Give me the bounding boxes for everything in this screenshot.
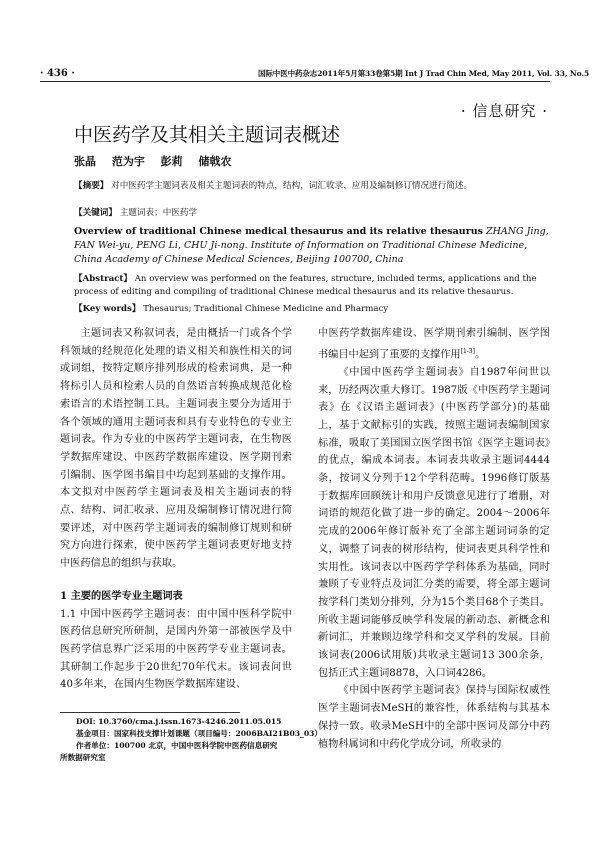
body-column-right xyxy=(318,325,550,753)
header-rule xyxy=(40,81,550,82)
article-title: 中医药学及其相关主题词表概述 xyxy=(74,124,341,146)
abstract-en-text: An overview was performed on the features, structure, included terms, applications and the process of editing and compiling of traditional Chinese medical thesaurus and its relative thesaurus. xyxy=(74,274,537,297)
footnote-rule xyxy=(60,712,240,713)
keywords-cn-text: 主题词表；中医药学 xyxy=(119,208,198,218)
english-title: Overview of traditional Chinese medical thesaurus and its relative thesaurus xyxy=(74,226,483,237)
abstract-cn-text: 对中医药学主题词表及相关主题词表的特点，结构，词汇收录、应用及编制修订情况进行简述。 xyxy=(111,181,473,191)
abstract-en-label: 【Abstract】 xyxy=(74,274,132,284)
continued-text: 中医药学数据库建设、医学期刊索引编制、医学图书编目中起到了重要的支撑作用 xyxy=(318,328,550,361)
footnote-affiliation-cont: 所数据研究室 xyxy=(60,753,106,762)
subsection-paragraph: 1.1 中国中医药学主题词表：由中国中医科学院中医药信息研究所研制，是国内外第一部被医学及中医药学信息界广泛采用的中医药学专业主题词表。其研制工作起步于20世纪70年代末。该词表问世40多年来，在国内生物医学数据库建设、 xyxy=(60,608,292,691)
authors: 张晶 范为宇 彭莉 储戟农 xyxy=(74,155,232,168)
body-column-left xyxy=(60,325,292,694)
citation: [1-3] xyxy=(460,347,475,355)
intro-paragraph: 主题词表又称叙词表，是由概括一门或各个学科领域的经规范化处理的语义相关和族性相关的词或词组，按特定顺序排列形成的检索词典，是一种将标引人员和检索人员的自然语言转换成规范化检索语言的术语控制工具。主题词表主要分为适用于各个领域的通用主题词表和具有专业特色的专业主题词表。作为专业的中医药学主题词表，在生物医学数据库建设、中医药学数据库建设、医学期刊索引编制、医学图书编目中均起到基础的支撑作用。本文拟对中医药学主题词表及相关主题词表的特点、结构、词汇收录、应用及编制修订情况进行简要评述，对中医药学主题词表的编制修订规则和研究方向进行探索，使中医药学主题词表更好地支持中医药信息的组织与获取。 xyxy=(60,328,292,570)
abstract-en xyxy=(74,273,544,299)
compat-paragraph: 《中国中医药学主题词表》保持与国际权威性医学主题词表MeSH的兼容性，体系结构与其基本保持一致。收录MeSH中的全部中医词及部分中药植物科属词和中药化学成分词，所收录的 xyxy=(318,685,550,750)
footnote-fund: 基金项目：国家科技支撑计划课题（项目编号：2006BAI21B03_03） xyxy=(76,729,322,738)
keywords-en-text: Thesaurus; Traditional Chinese Medicine and Pharmacy xyxy=(143,304,389,314)
section-heading: 1 主要的医学专业主题词表 xyxy=(60,589,183,602)
footnote-doi: DOI: 10.3760/cma.j.issn.1673-4246.2011.05.015 xyxy=(76,717,282,726)
keywords-en xyxy=(74,303,544,316)
keywords-cn xyxy=(74,207,544,220)
english-title-block xyxy=(74,225,552,267)
keywords-cn-label: 【关键词】 xyxy=(74,208,117,218)
keywords-en-label: 【Key words】 xyxy=(74,304,141,314)
english-byline: ZHANG Jing, FAN Wei-yu, PENG Li, CHU Ji-nong. Institute of Information on Traditional Chinese Medicine, China Academy of Chinese Medical Sciences, Beijing 100700, China xyxy=(74,226,549,265)
page-number: · 436 · xyxy=(40,68,75,79)
continued-end: 。 xyxy=(474,349,486,361)
history-paragraph: 《中国中医药学主题词表》自1987年问世以来，历经两次重大修订。1987版《中医药学主题词表》在《汉语主题词表》(中医药学部分)的基础上，基于文献标引的实践，按照主题词表编制国家标准，吸取了美国国立医学图书馆《医学主题词表》的优点，编成本词表。本词表共收录主题词4444条，按词义分列于12个学科范畴。1996修订版基于数据库回顾统计和用户反馈意见进行了增删，对词语的规范化做了进一步的确定。2004～2006年完成的2006年修订版补充了全部主题词词条的定义，调整了词表的树形结构，使词表更具科学性和实用性。该词表以中医药学学科体系为基础，同时兼顾了专业特点及词汇分类的需要，将全部主题词按学科门类划分排列，分为15个类目68个子类目。所收主题词能够反映学科发展的新动态、新概念和新词汇，并兼顾边缘学科和交叉学科的发展。目前该词表(2006试用版)共收录主题词13 300余条，包括正式主题词8878，入口词4286。 xyxy=(318,366,550,679)
abstract-cn xyxy=(74,180,544,193)
journal-info: 国际中医中药杂志2011年5月第33卷第5期 Int J Trad Chin Med, May 2011, Vol. 33, No.5 xyxy=(258,69,590,78)
abstract-cn-label: 【摘要】 xyxy=(74,181,109,191)
continued-paragraph xyxy=(318,325,550,364)
footnote-affiliation: 作者单位：100700 北京，中国中医科学院中医药信息研究 xyxy=(76,741,278,750)
section-label: · 信息研究 · xyxy=(460,102,548,120)
